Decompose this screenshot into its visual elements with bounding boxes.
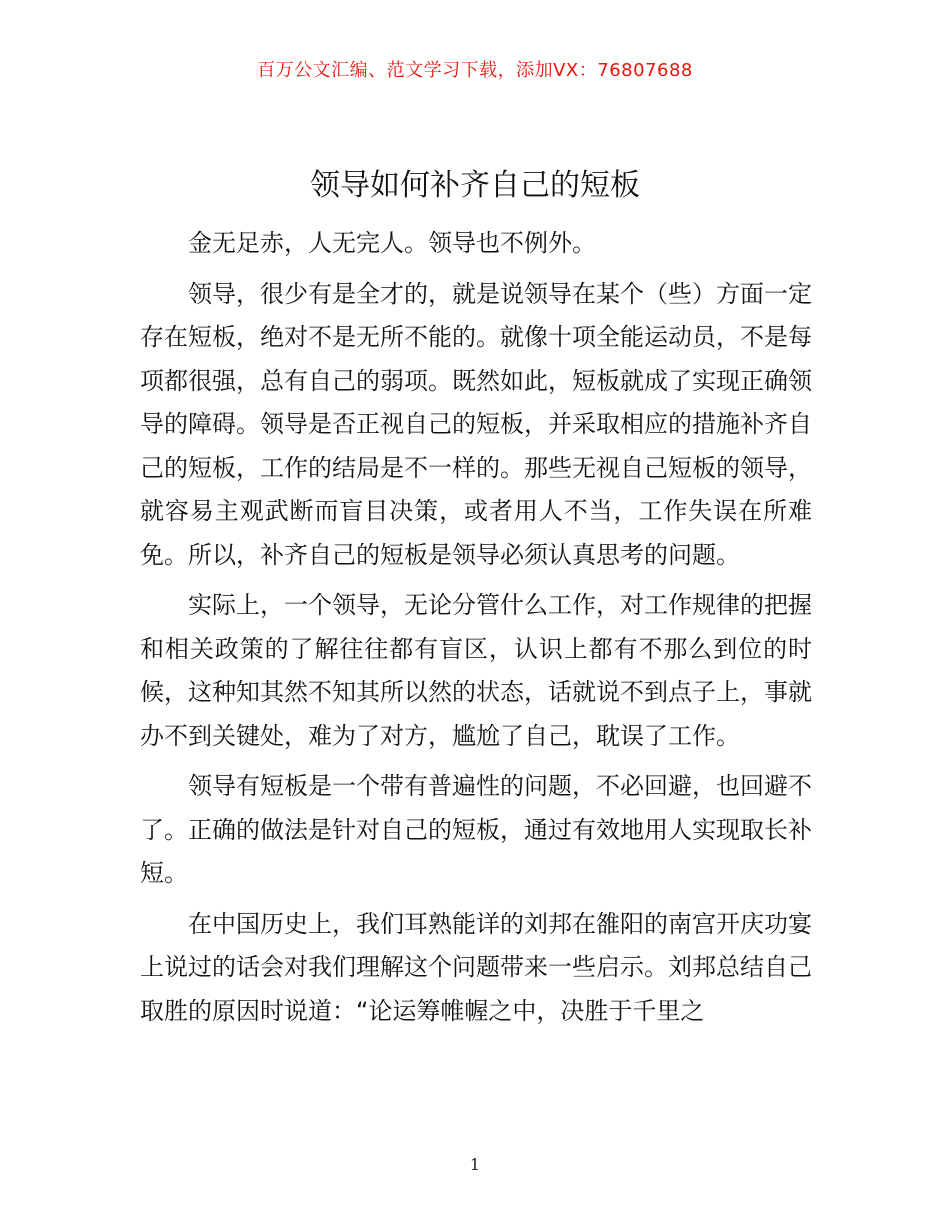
paragraph: 领导有短板是一个带有普遍性的问题，不必回避，也回避不了。正确的做法是针对自己的短板，通过有效地用人实现取长补短。 (140, 772, 812, 887)
document-body (140, 222, 812, 1040)
page-number: 1 (469, 1155, 481, 1174)
paragraph: 在中国历史上，我们耳熟能详的刘邦在雒阳的南宫开庆功宴上说过的话会对我们理解这个问题带来一些启示。刘邦总结自己取胜的原因时说道：“论运筹帷幄之中，决胜于千里之 (140, 909, 812, 1025)
paragraph: 实际上，一个领导，无论分管什么工作，对工作规律的把握和相关政策的了解往往都有盲区，认识上都有不那么到位的时候，这种知其然不知其所以然的状态，话就说不到点子上，事就办不到关键处，难为了对方，尴尬了自己，耽误了工作。 (140, 591, 812, 750)
header-note: 百万公文汇编、范文学习下载，添加VX：76807688 (257, 60, 693, 81)
document-title: 领导如何补齐自己的短板 (310, 168, 640, 203)
paragraph: 金无足赤，人无完人。领导也不例外。 (188, 229, 596, 257)
paragraph: 领导，很少有是全才的，就是说领导在某个（些）方面一定存在短板，绝对不是无所不能的。就像十项全能运动员，不是每项都很强，总有自己的弱项。既然如此，短板就成了实现正确领导的障碍。领导是否正视自己的短板，并采取相应的措施补齐自己的短板，工作的结局是不一样的。那些无视自己短板的领导，就容易主观武断而盲目决策，或者用人不当，工作失误在所难免。所以，补齐自己的短板是领导必须认真思考的问题。 (140, 279, 812, 569)
